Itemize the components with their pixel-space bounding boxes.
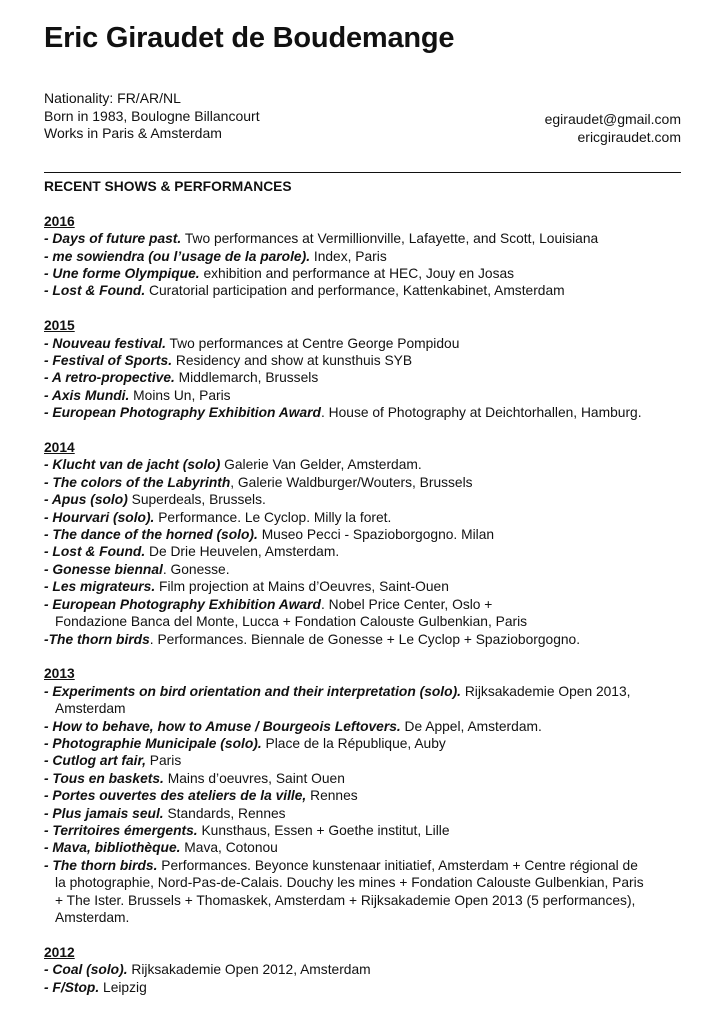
- year-heading: 2016: [44, 213, 75, 229]
- show-entry: [44, 839, 694, 856]
- show-description: Museo Pecci - Spazioborgogno. Milan: [257, 527, 495, 543]
- website[interactable]: ericgiraudet.com: [577, 128, 681, 145]
- show-title: - Nouveau festival.: [44, 335, 166, 351]
- show-title: - How to behave, how to Amuse / Bourgeois Leftovers.: [44, 718, 401, 734]
- show-entry: [44, 683, 694, 700]
- show-entry: [44, 857, 694, 874]
- show-title: - me sowiendra (ou l’usage de la parole).: [44, 248, 311, 264]
- show-description: Mava, Cotonou: [180, 840, 278, 856]
- show-entry: [44, 631, 694, 648]
- show-title: - A retro-propective.: [44, 370, 175, 386]
- show-title: - Territoires émergents.: [44, 822, 198, 838]
- divider: [44, 172, 681, 173]
- show-title: - F/Stop.: [44, 979, 100, 995]
- show-title: - Mava, bibliothèque.: [44, 840, 181, 856]
- show-description-continued: Fondazione Banca del Monte, Lucca + Fondation Calouste Gulbenkian, Paris: [55, 614, 528, 630]
- show-description: . House of Photography at Deichtorhallen, Hamburg.: [320, 405, 642, 421]
- show-description: Curatorial participation and performance, Kattenkabinet, Amsterdam: [145, 283, 565, 299]
- show-entry: [44, 265, 694, 282]
- show-entry: [44, 822, 694, 839]
- show-entry: [44, 543, 694, 560]
- show-entry: [44, 578, 694, 595]
- show-description: . Gonesse.: [162, 561, 230, 577]
- show-title: - Apus (solo): [44, 492, 128, 508]
- show-title: - The dance of the horned (solo).: [44, 527, 258, 543]
- show-description-continued: la photographie, Nord-Pas-de-Calais. Douchy les mines + Fondation Calouste Gulbenkian, Paris: [55, 875, 644, 891]
- shows-section: [44, 178, 694, 996]
- show-description: . Nobel Price Center, Oslo +: [320, 596, 493, 612]
- show-title: - Tous en baskets.: [44, 770, 164, 786]
- work-location: Works in Paris & Amsterdam: [44, 125, 222, 141]
- year-heading: 2012: [44, 944, 75, 960]
- show-title: - Festival of Sports.: [44, 353, 173, 369]
- show-entry: [44, 805, 694, 822]
- show-entry: [44, 561, 694, 578]
- show-entry: [44, 352, 694, 369]
- show-description: De Drie Heuvelen, Amsterdam.: [145, 544, 340, 560]
- show-description: Film projection at Mains d’Oeuvres, Saint-Ouen: [155, 579, 449, 595]
- show-title: - Les migrateurs.: [44, 579, 156, 595]
- show-entry: [44, 509, 694, 526]
- show-entry: [44, 282, 694, 299]
- show-description-continued: Amsterdam.: [55, 910, 130, 925]
- show-description: Kunsthaus, Essen + Goethe institut, Lille: [197, 822, 450, 838]
- show-title: - European Photography Exhibition Award: [44, 405, 321, 421]
- show-entry: [44, 491, 694, 508]
- nationality: Nationality: FR/AR/NL: [44, 90, 181, 106]
- personal-info: [44, 90, 260, 143]
- show-description: Two performances at Centre George Pompidou: [165, 335, 460, 351]
- show-title: - Une forme Olympique.: [44, 266, 200, 282]
- show-entry: [44, 387, 694, 404]
- show-description: . Performances. Biennale de Gonesse + Le Cyclop + Spazioborgogno.: [149, 631, 581, 647]
- show-description: Moins Un, Paris: [129, 387, 231, 403]
- show-title: - Lost & Found.: [44, 283, 146, 299]
- show-title: - The thorn birds.: [44, 857, 158, 873]
- show-entry: [44, 961, 694, 978]
- email[interactable]: egiraudet@gmail.com: [544, 111, 681, 127]
- show-title: - Portes ouvertes des ateliers de la ville,: [44, 788, 307, 804]
- show-description: De Appel, Amsterdam.: [400, 718, 542, 734]
- show-entry: [44, 787, 694, 804]
- show-description: Galerie Van Gelder, Amsterdam.: [220, 457, 422, 473]
- show-entry: [44, 752, 694, 769]
- show-description: , Galerie Waldburger/Wouters, Brussels: [230, 474, 473, 490]
- show-description: Residency and show at kunsthuis SYB: [172, 353, 413, 369]
- show-entry: [44, 335, 694, 352]
- show-entry: [44, 404, 694, 421]
- show-entry: [44, 596, 694, 613]
- show-description: Leipzig: [99, 979, 147, 995]
- show-entry: [44, 230, 694, 247]
- show-description: Superdeals, Brussels.: [127, 492, 266, 508]
- show-entry: [44, 735, 694, 752]
- show-title: - Plus jamais seul.: [44, 805, 164, 821]
- show-entry: [44, 718, 694, 735]
- show-title: - Lost & Found.: [44, 544, 146, 560]
- birth-info: Born in 1983, Boulogne Billancourt: [44, 107, 260, 124]
- show-entry: [44, 770, 694, 787]
- year-heading: 2015: [44, 318, 75, 334]
- show-description: Place de la République, Auby: [261, 735, 446, 751]
- show-description: Paris: [145, 753, 182, 769]
- show-entry: [44, 248, 694, 265]
- show-title: - Photographie Municipale (solo).: [44, 735, 262, 751]
- show-description: Index, Paris: [310, 248, 387, 264]
- year-list: [44, 213, 694, 996]
- show-description: Rijksakademie Open 2013,: [461, 683, 631, 699]
- show-description-continued: Amsterdam: [55, 701, 126, 717]
- show-description: Performances. Beyonce kunstenaar initiatief, Amsterdam + Centre régional de: [157, 857, 638, 873]
- show-entry: [44, 979, 694, 996]
- show-description: Rijksakademie Open 2012, Amsterdam: [127, 962, 371, 978]
- show-title: - Gonesse biennal: [44, 561, 163, 577]
- show-title: - Hourvari (solo).: [44, 509, 155, 525]
- show-entry: [44, 456, 694, 473]
- show-entry: [44, 474, 694, 491]
- show-description: Mains d’oeuvres, Saint Ouen: [163, 770, 345, 786]
- show-description-continued: + The Ister. Brussels + Thomaskek, Amsterdam + Rijksakademie Open 2013 (5 performances),: [55, 892, 636, 908]
- show-title: - Klucht van de jacht (solo): [44, 457, 221, 473]
- show-title: - Axis Mundi.: [44, 387, 130, 403]
- show-description: Rennes: [306, 788, 358, 804]
- show-entry: [44, 526, 694, 543]
- show-title: - European Photography Exhibition Award: [44, 596, 321, 612]
- show-description: Two performances at Vermillionville, Lafayette, and Scott, Louisiana: [181, 231, 599, 247]
- show-title: - Cutlog art fair,: [44, 753, 146, 769]
- show-title: - Coal (solo).: [44, 962, 128, 978]
- show-title: -The thorn birds: [44, 631, 150, 647]
- year-heading: 2014: [44, 440, 75, 456]
- show-description: Standards, Rennes: [163, 805, 286, 821]
- contact-info: [545, 111, 681, 146]
- show-description: Middlemarch, Brussels: [174, 370, 319, 386]
- show-description: Performance. Le Cyclop. Milly la foret.: [154, 509, 392, 525]
- cv-name: Eric Giraudet de Boudemange: [44, 22, 455, 54]
- year-heading: 2013: [44, 666, 75, 682]
- show-entry: [44, 369, 694, 386]
- show-title: - Experiments on bird orientation and their interpretation (solo).: [44, 683, 461, 699]
- show-title: - The colors of the Labyrinth: [44, 474, 231, 490]
- section-title: RECENT SHOWS & PERFORMANCES: [44, 179, 292, 194]
- show-description: exhibition and performance at HEC, Jouy en Josas: [199, 266, 515, 282]
- show-title: - Days of future past.: [44, 231, 182, 247]
